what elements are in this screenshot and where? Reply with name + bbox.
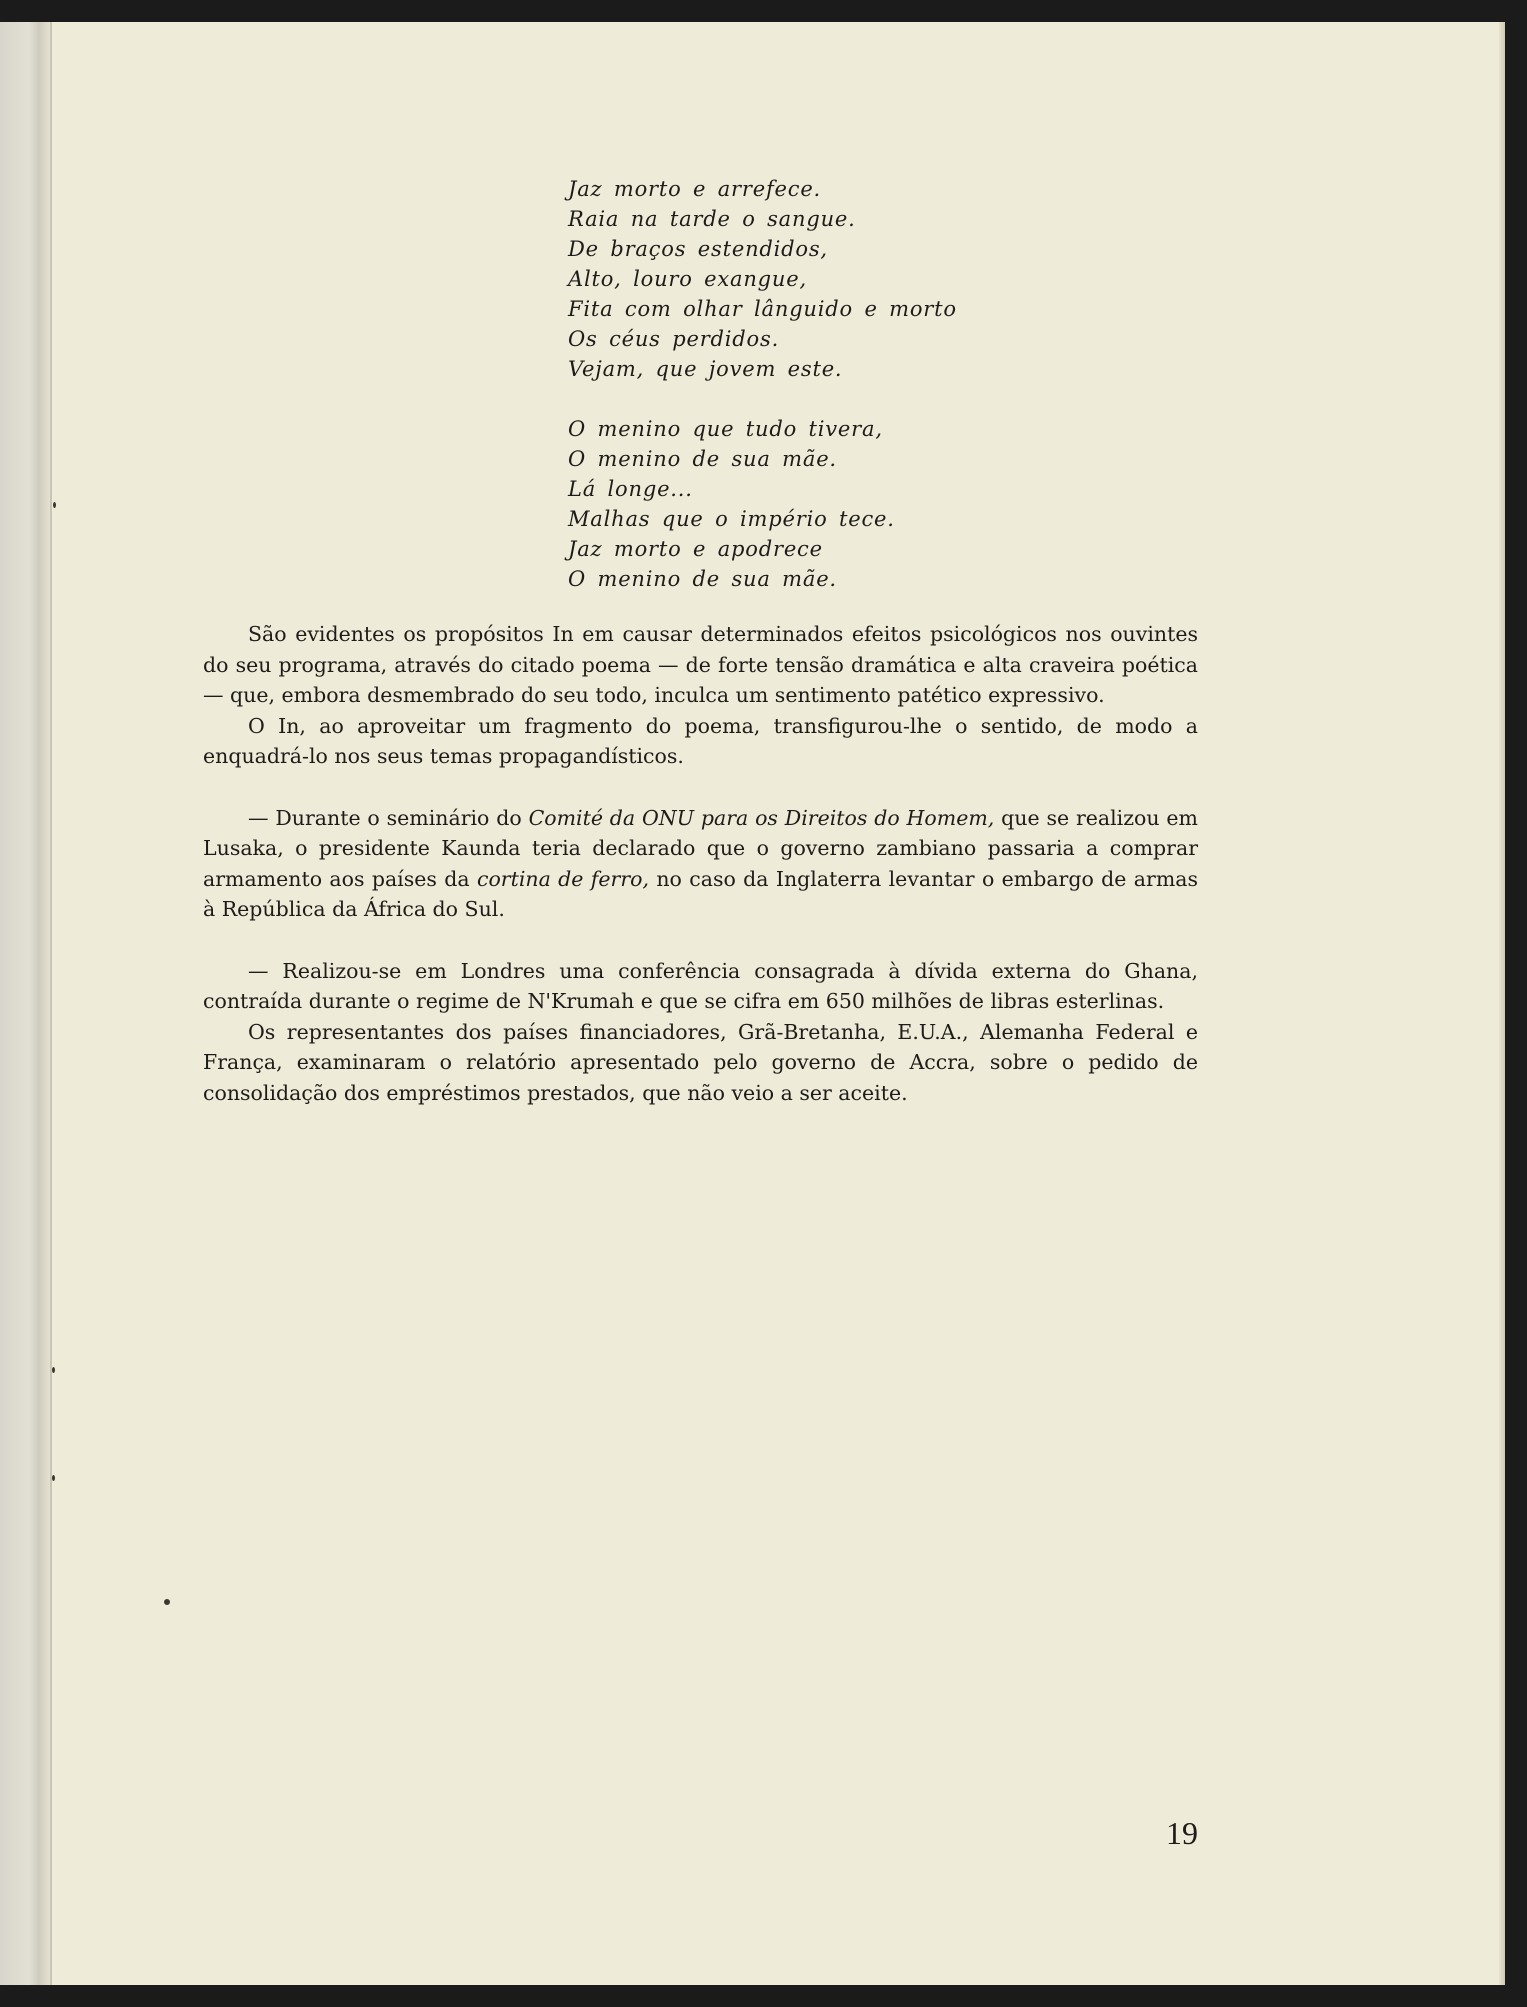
poem-verse: O menino de sua mãe. bbox=[568, 447, 837, 471]
print-speck bbox=[52, 1475, 55, 1481]
poem-verse: De braços estendidos, bbox=[568, 237, 828, 261]
paragraph-fragment-use: O In, ao aproveitar um fragmento do poema, transfigurou-lhe o sentido, de modo a enquadrá-lo nos seus temas propagandísticos. bbox=[203, 713, 1198, 768]
paragraph-lusaka-seminar bbox=[203, 803, 1198, 925]
page-edge-shadow bbox=[1499, 22, 1505, 1985]
document-page bbox=[0, 22, 1505, 1985]
print-speck bbox=[164, 1599, 170, 1605]
poem-verse: Alto, louro exangue, bbox=[568, 267, 807, 291]
binding-edge-line bbox=[50, 22, 52, 1985]
poem-stanza-1 bbox=[568, 174, 957, 384]
poem-verse: Os céus perdidos. bbox=[568, 327, 780, 351]
poem-verse: Malhas que o império tece. bbox=[568, 507, 895, 531]
poem-verse: O menino que tudo tivera, bbox=[568, 417, 883, 441]
print-speck bbox=[53, 502, 56, 508]
poem-verse: Lá longe... bbox=[568, 477, 693, 501]
poem-verse: Vejam, que jovem este. bbox=[568, 357, 843, 381]
text-run: no caso da Inglaterra levantar o embargo de armas à República da África do Sul. bbox=[203, 866, 1198, 921]
binding-spine bbox=[0, 22, 52, 1985]
text-run: que se realizou em Lusaka, o presidente Kaunda teria declarado que o governo zambiano passaria a comprar armamento aos países da bbox=[203, 805, 1198, 891]
italic-un-committee: Comité da ONU para os Direitos do Homem, bbox=[528, 805, 995, 830]
page-number: 19 bbox=[1166, 1815, 1198, 1851]
italic-iron-curtain: cortina de ferro, bbox=[476, 866, 649, 891]
poem-verse: Jaz morto e apodrece bbox=[568, 537, 823, 561]
print-speck bbox=[52, 1367, 55, 1373]
poem-block bbox=[568, 174, 957, 594]
text-run: — Durante o seminário do bbox=[248, 805, 529, 830]
poem-stanza-2 bbox=[568, 414, 957, 594]
poem-verse: O menino de sua mãe. bbox=[568, 567, 837, 591]
paragraph-creditor-countries: Os representantes dos países financiadores, Grã-Bretanha, E.U.A., Alemanha Federal e França, examinaram o relatório apresentado pelo governo de Accra, sobre o pedido de consolidação dos empréstimos prestados, que não veio a ser aceite. bbox=[203, 1019, 1198, 1105]
poem-verse: Jaz morto e arrefece. bbox=[568, 177, 822, 201]
body-text bbox=[203, 619, 1198, 1108]
paragraph-ghana-debt: — Realizou-se em Londres uma conferência consagrada à dívida externa do Ghana, contraída durante o regime de N'Krumah e que se cifra em 650 milhões de libras esterlinas. bbox=[203, 958, 1198, 1013]
poem-verse: Raia na tarde o sangue. bbox=[568, 207, 856, 231]
paragraph-propaganda-intent: São evidentes os propósitos In em causar determinados efeitos psicológicos nos ouvintes do seu programa, através do citado poema — de forte tensão dramática e alta craveira poética — que, embora desmembrado do seu todo, inculca um sentimento patético expressivo. bbox=[203, 622, 1198, 707]
poem-verse: Fita com olhar lânguido e morto bbox=[568, 297, 957, 321]
